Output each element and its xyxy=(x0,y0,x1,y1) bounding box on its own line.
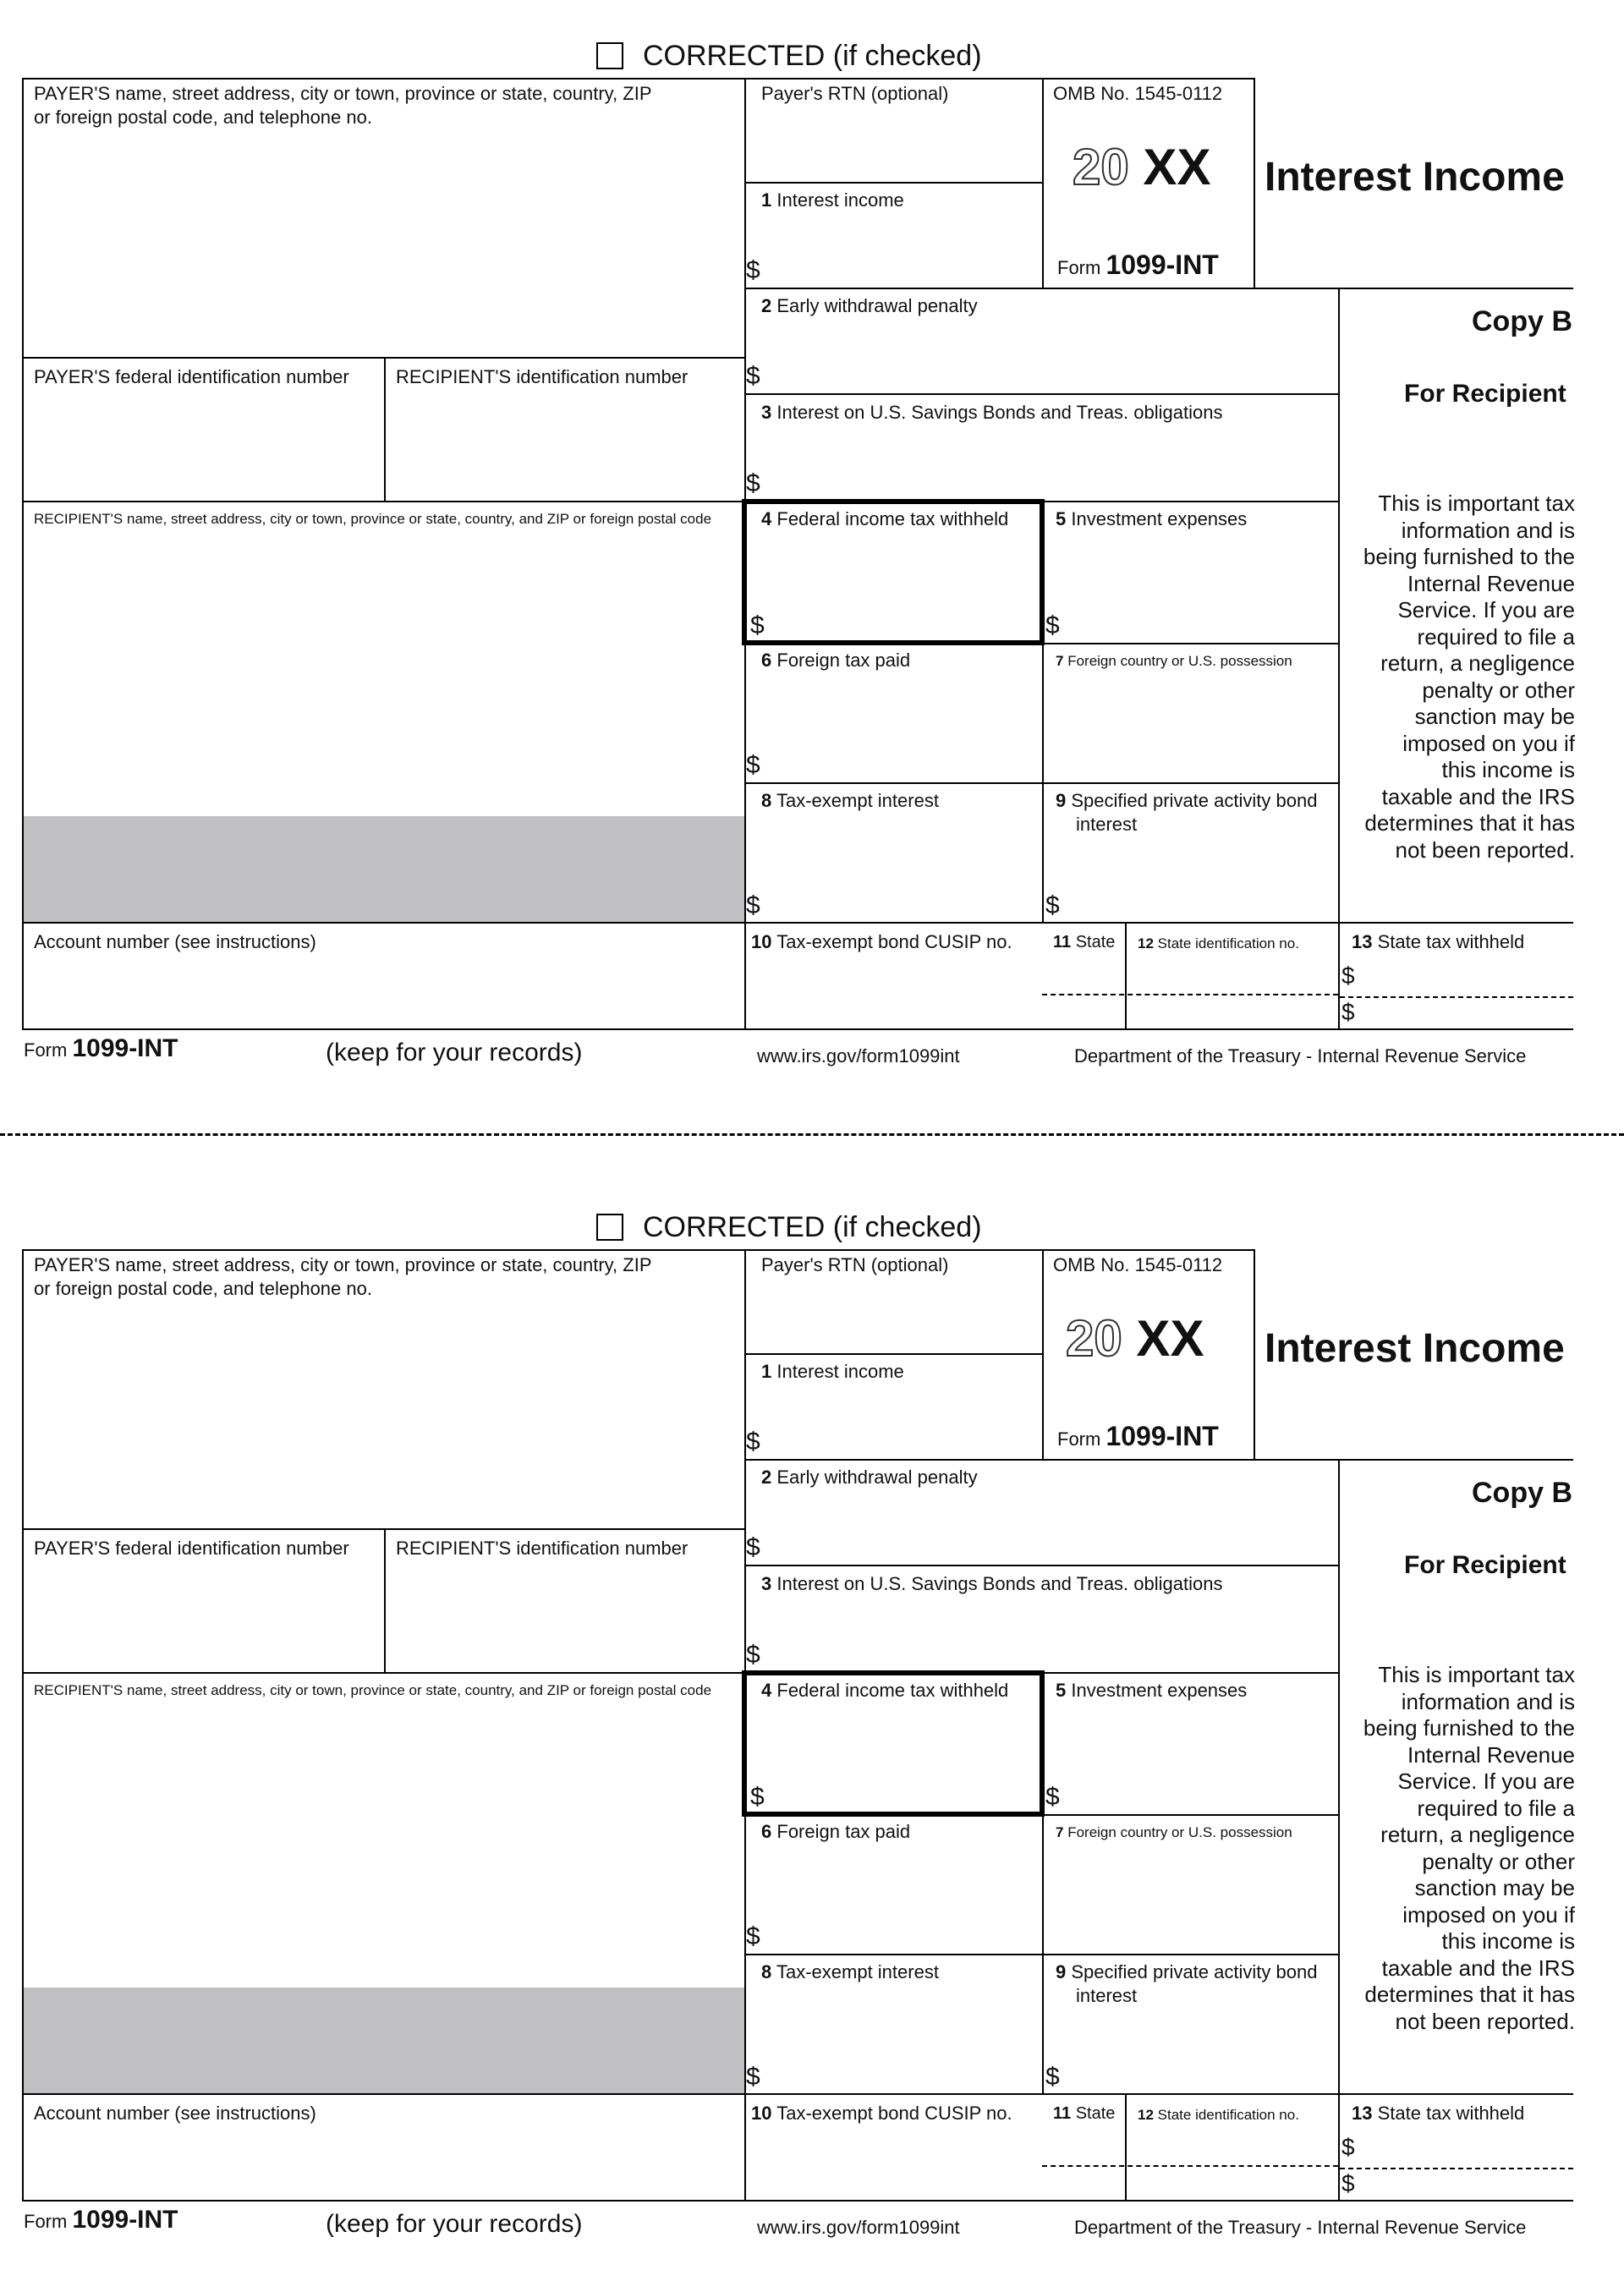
for-recipient-label: For Recipient xyxy=(1404,380,1566,408)
dept-label: Department of the Treasury - Internal Revenue Service xyxy=(1074,2217,1527,2238)
omb-label: OMB No. 1545-0112 xyxy=(1053,1254,1223,1275)
irs-url[interactable]: www.irs.gov/form1099int xyxy=(757,1045,960,1066)
for-recipient-label: For Recipient xyxy=(1404,1551,1566,1579)
box9-label-2: interest xyxy=(1076,1985,1138,2006)
box7-label: 7 Foreign country or U.S. possession xyxy=(1056,1824,1292,1840)
box3-dollar: $ xyxy=(746,1641,760,1669)
copy-b-label: Copy B xyxy=(1472,305,1572,337)
box8-label: 8 Tax-exempt interest xyxy=(761,1961,939,1982)
box13-label: 13 State tax withheld xyxy=(1352,931,1525,952)
rtn-label: Payer's RTN (optional) xyxy=(761,1254,949,1275)
footer-form-label: Form 1099-INT xyxy=(24,1034,178,1062)
cut-line xyxy=(0,1133,1624,1136)
form-1099-int-bottom xyxy=(0,1171,1624,2271)
box4-dollar: $ xyxy=(750,1783,765,1811)
box2-dollar: $ xyxy=(746,362,760,390)
box1-dollar: $ xyxy=(746,1428,760,1456)
box5-dollar: $ xyxy=(1045,611,1060,639)
box5-label: 5 Investment expenses xyxy=(1056,508,1248,529)
box5-label: 5 Investment expenses xyxy=(1056,1680,1248,1701)
payer-name-label: PAYER'S name, street address, city or town, province or state, country, ZIP xyxy=(34,83,652,104)
notice-text: This is important tax information and is being furnished to the Internal Revenue Service. If you are required to file a return, a negligence penalty or other sanction may be imposed on you if this income is taxable and the IRS determines that it has not been reported. xyxy=(1363,1662,1575,2034)
irs-url[interactable]: www.irs.gov/form1099int xyxy=(757,2217,960,2238)
box6-label: 6 Foreign tax paid xyxy=(761,650,911,671)
box3-label: 3 Interest on U.S. Savings Bonds and Treas. obligations xyxy=(761,1573,1223,1594)
box9-label-2: interest xyxy=(1076,814,1138,835)
box6-dollar: $ xyxy=(746,751,760,779)
box2-label: 2 Early withdrawal penalty xyxy=(761,1467,978,1488)
keep-label: (keep for your records) xyxy=(326,1039,583,1066)
recipient-tin-label: RECIPIENT'S identification number xyxy=(396,1538,689,1559)
payer-tin-label: PAYER'S federal identification number xyxy=(34,1538,349,1559)
recipient-name-label: RECIPIENT'S name, street address, city or town, province or state, country, and ZIP or foreign postal code xyxy=(34,1682,712,1698)
box6-dollar: $ xyxy=(746,1922,760,1950)
corrected-label: CORRECTED (if checked) xyxy=(643,1211,982,1243)
box11-label: 11 State xyxy=(1053,933,1116,951)
box4-dollar: $ xyxy=(750,611,765,639)
shaded-area xyxy=(24,816,744,922)
box9-dollar: $ xyxy=(1045,891,1060,919)
tax-year: 20 XX xyxy=(1073,139,1211,195)
payer-name-label-2: or foreign postal code, and telephone no. xyxy=(34,1278,372,1299)
box4-label: 4 Federal income tax withheld xyxy=(761,508,1009,529)
payer-name-label-2: or foreign postal code, and telephone no. xyxy=(34,107,372,128)
box9-label: 9 Specified private activity bond xyxy=(1056,790,1318,811)
payer-name-label: PAYER'S name, street address, city or town, province or state, country, ZIP xyxy=(34,1254,652,1275)
box7-label: 7 Foreign country or U.S. possession xyxy=(1056,653,1292,669)
omb-label: OMB No. 1545-0112 xyxy=(1053,83,1223,104)
corrected-checkbox[interactable] xyxy=(596,1214,623,1241)
box1-label: 1 Interest income xyxy=(761,1361,904,1382)
box8-dollar: $ xyxy=(746,891,760,919)
corrected-label: CORRECTED (if checked) xyxy=(643,40,982,72)
recipient-tin-label: RECIPIENT'S identification number xyxy=(396,366,689,387)
box11-label: 11 State xyxy=(1053,2104,1116,2123)
box13-dollar-1: $ xyxy=(1341,962,1355,989)
payer-tin-label: PAYER'S federal identification number xyxy=(34,366,349,387)
box13-dollar-2: $ xyxy=(1341,2170,1355,2196)
box12-label: 12 State identification no. xyxy=(1138,935,1299,951)
box9-label: 9 Specified private activity bond xyxy=(1056,1961,1318,1982)
box13-dollar-1: $ xyxy=(1341,2134,1355,2160)
form-title: Interest Income xyxy=(1265,155,1565,200)
form-label: Form 1099-INT xyxy=(1057,249,1219,280)
box8-label: 8 Tax-exempt interest xyxy=(761,790,939,811)
form-label: Form 1099-INT xyxy=(1057,1421,1219,1451)
box12-label: 12 State identification no. xyxy=(1138,2107,1299,2123)
box1-dollar: $ xyxy=(746,256,760,284)
box13-label: 13 State tax withheld xyxy=(1352,2103,1525,2124)
keep-label: (keep for your records) xyxy=(326,2210,583,2238)
box4-label: 4 Federal income tax withheld xyxy=(761,1680,1009,1701)
copy-b-label: Copy B xyxy=(1472,1477,1572,1509)
recipient-name-label: RECIPIENT'S name, street address, city or town, province or state, country, and ZIP or foreign postal code xyxy=(34,511,712,527)
box9-dollar: $ xyxy=(1045,2063,1060,2091)
box3-dollar: $ xyxy=(746,469,760,497)
box13-dollar-2: $ xyxy=(1341,999,1355,1025)
form-1099-int-top xyxy=(0,0,1624,1099)
box5-dollar: $ xyxy=(1045,1783,1060,1811)
box3-label: 3 Interest on U.S. Savings Bonds and Treas. obligations xyxy=(761,402,1223,423)
account-label: Account number (see instructions) xyxy=(34,2103,316,2124)
shaded-area xyxy=(24,1988,744,2093)
box2-dollar: $ xyxy=(746,1533,760,1561)
box8-dollar: $ xyxy=(746,2063,760,2091)
rtn-label: Payer's RTN (optional) xyxy=(761,83,949,104)
notice-text: This is important tax information and is being furnished to the Internal Revenue Service. If you are required to file a return, a negligence penalty or other sanction may be imposed on you if this income is taxable and the IRS determines that it has not been reported. xyxy=(1363,491,1575,863)
box6-label: 6 Foreign tax paid xyxy=(761,1821,911,1842)
corrected-checkbox[interactable] xyxy=(596,42,623,69)
box10-label: 10 Tax-exempt bond CUSIP no. xyxy=(751,2103,1012,2124)
form-title: Interest Income xyxy=(1265,1326,1565,1371)
box1-label: 1 Interest income xyxy=(761,189,904,211)
tax-year: 20 XX xyxy=(1066,1310,1204,1367)
box2-label: 2 Early withdrawal penalty xyxy=(761,295,978,316)
account-label: Account number (see instructions) xyxy=(34,931,316,952)
footer-form-label: Form 1099-INT xyxy=(24,2206,178,2234)
box10-label: 10 Tax-exempt bond CUSIP no. xyxy=(751,931,1012,952)
dept-label: Department of the Treasury - Internal Revenue Service xyxy=(1074,1045,1527,1066)
